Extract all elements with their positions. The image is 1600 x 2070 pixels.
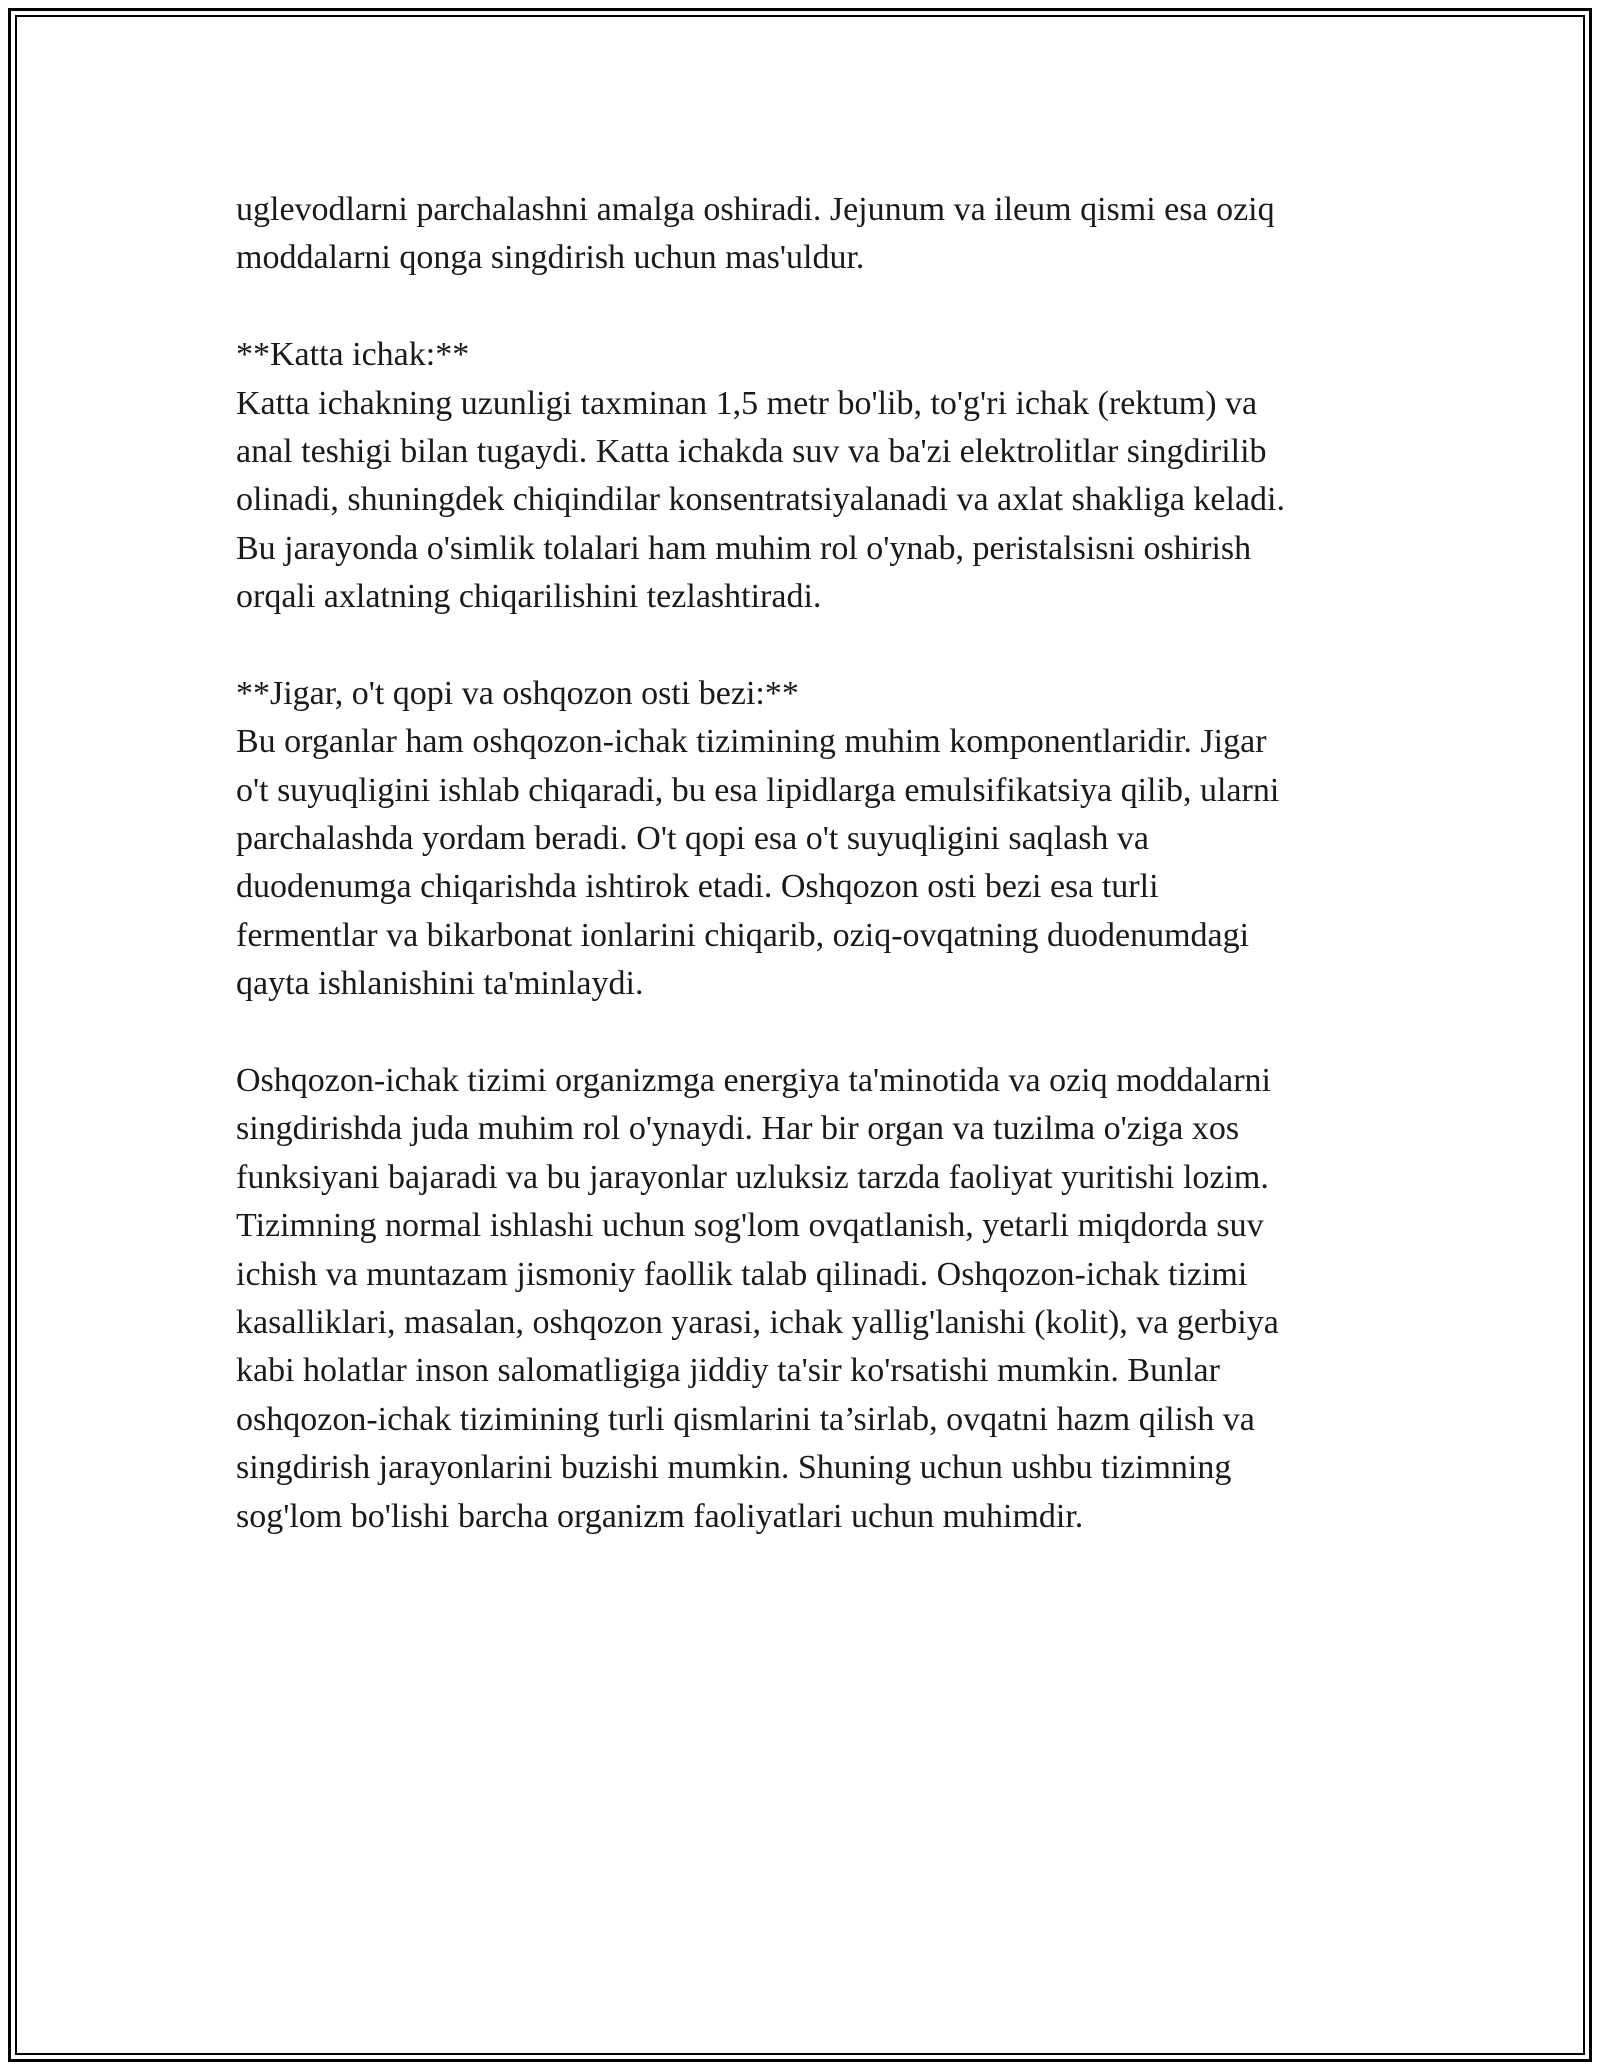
document-body xyxy=(236,186,1366,1541)
text-line: qayta ishlanishini ta'minlaydi. xyxy=(236,965,644,1003)
text-line: sog'lom bo'lishi barcha organizm faoliyatlari uchun muhimdir. xyxy=(236,1497,1084,1535)
text-line: kasalliklari, masalan, oshqozon yarasi, ichak yallig'lanishi (kolit), va gerbiya xyxy=(236,1303,1279,1341)
text-line: Bu organlar ham oshqozon-ichak tizimining muhim komponentlaridir. Jigar xyxy=(236,723,1267,761)
text-line: moddalarni qonga singdirish uchun mas'uldur. xyxy=(236,239,865,277)
text-line: Bu jarayonda o'simlik tolalari ham muhim rol o'ynab, peristalsisni oshirish xyxy=(236,529,1252,567)
text-line: olinadi, shuningdek chiqindilar konsentratsiyalanadi va axlat shakliga keladi. xyxy=(236,481,1286,519)
text-line: kabi holatlar inson salomatligiga jiddiy ta'sir ko'rsatishi mumkin. Bunlar xyxy=(236,1352,1220,1390)
text-line: fermentlar va bikarbonat ionlarini chiqarib, oziq-ovqatning duodenumdagi xyxy=(236,916,1250,954)
paragraph-gap xyxy=(236,283,1366,331)
intro-paragraph xyxy=(236,186,1366,283)
text-line: singdirishda juda muhim rol o'ynaydi. Har bir organ va tuzilma o'ziga xos xyxy=(236,1110,1240,1148)
paragraph-gap xyxy=(236,1009,1366,1057)
text-line: anal teshigi bilan tugaydi. Katta ichakda suv va ba'zi elektrolitlar singdirilib xyxy=(236,432,1267,470)
text-line: Tizimning normal ishlashi uchun sog'lom ovqatlanish, yetarli miqdorda suv xyxy=(236,1207,1264,1245)
text-line: oshqozon-ichak tizimining turli qismlarini ta’sirlab, ovqatni hazm qilish va xyxy=(236,1400,1255,1438)
paragraph-gap xyxy=(236,622,1366,670)
text-line: Katta ichakning uzunligi taxminan 1,5 metr bo'lib, to'g'ri ichak (rektum) va xyxy=(236,384,1258,422)
text-line: orqali axlatning chiqarilishini tezlashtiradi. xyxy=(236,578,822,616)
text-line: duodenumga chiqarishda ishtirok etadi. Oshqozon osti bezi esa turli xyxy=(236,868,1159,906)
text-line: ichish va muntazam jismoniy faollik talab qilinadi. Oshqozon-ichak tizimi xyxy=(236,1255,1248,1293)
section-katta-ichak xyxy=(236,331,1366,621)
section-heading: **Jigar, o't qopi va oshqozon osti bezi:** xyxy=(236,674,799,712)
text-line: parchalashda yordam beradi. O't qopi esa o't suyuqligini saqlash va xyxy=(236,820,1150,858)
text-line: Oshqozon-ichak tizimi organizmga energiya ta'minotida va oziq moddalarni xyxy=(236,1062,1271,1100)
conclusion-paragraph xyxy=(236,1057,1366,1541)
section-heading: **Katta ichak:** xyxy=(236,336,470,374)
text-line: uglevodlarni parchalashni amalga oshiradi. Jejunum va ileum qismi esa oziq xyxy=(236,191,1275,228)
text-line: singdirish jarayonlarini buzishi mumkin. Shuning uchun ushbu tizimning xyxy=(236,1449,1232,1487)
text-line: o't suyuqligini ishlab chiqaradi, bu esa lipidlarga emulsifikatsiya qilib, ularni xyxy=(236,771,1280,809)
section-jigar xyxy=(236,670,1366,1009)
text-line: funksiyani bajaradi va bu jarayonlar uzluksiz tarzda faoliyat yuritishi lozim. xyxy=(236,1158,1269,1196)
